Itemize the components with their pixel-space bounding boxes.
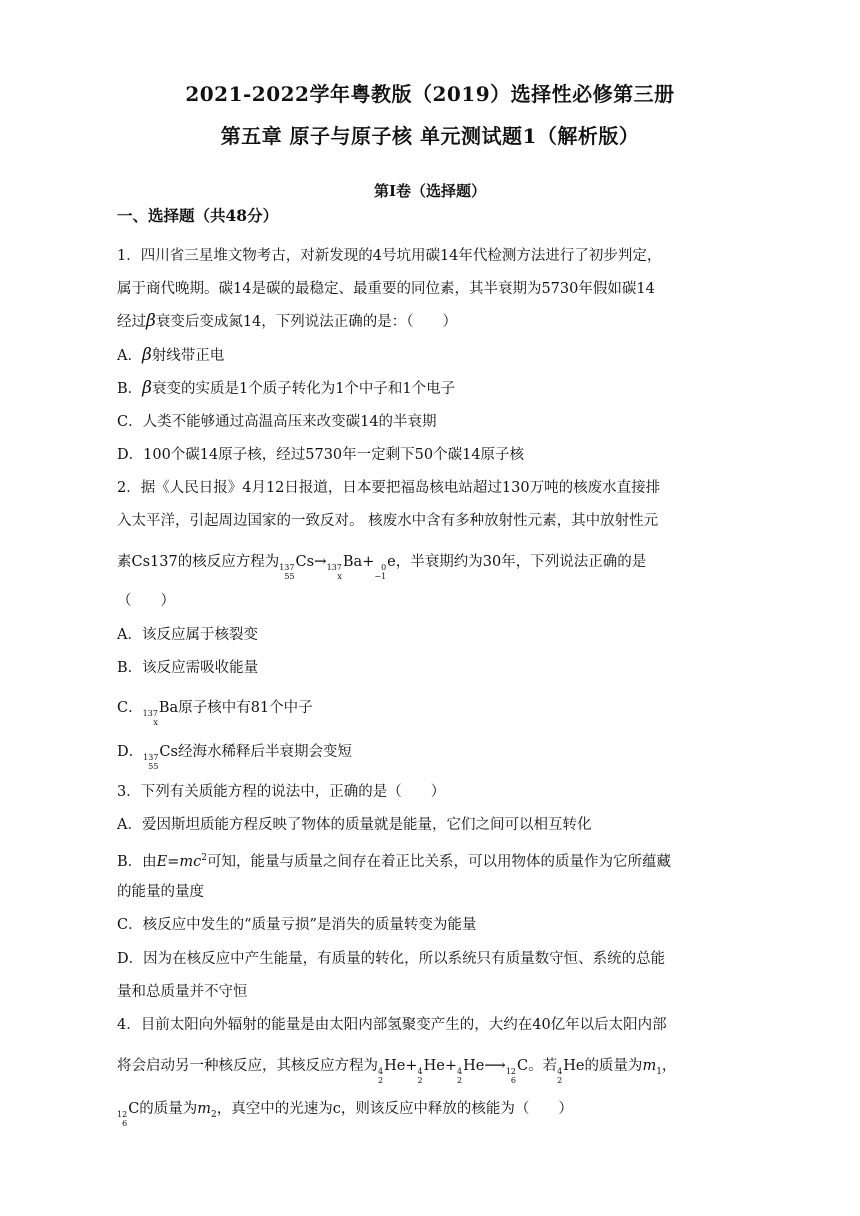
helium-nuclide: 4 2 He xyxy=(456,1058,485,1085)
q1-option-a-label: A． xyxy=(117,348,142,364)
plus-sign: + xyxy=(362,554,375,570)
volume-heading: 第Ⅰ卷（选择题） xyxy=(373,182,487,200)
electron-symbol: 0 −1 e xyxy=(374,554,396,581)
q4-line-3 xyxy=(117,1098,747,1128)
q1-line-3 xyxy=(117,310,747,333)
q3-option-b-line-2: 的能量的量度 xyxy=(117,884,204,900)
q1-option-b-label: B． xyxy=(117,381,143,397)
q2-option-d-text: Cs经海水稀释后半衰期会变短 xyxy=(159,744,352,760)
beta-symbol: β xyxy=(146,311,156,331)
document-subtitle: 第五章 原子与原子核 单元测试题1（解析版） xyxy=(220,124,640,148)
q3-option-d-line-2: 量和总质量并不守恒 xyxy=(117,984,248,1000)
q3-option-a: A．爱因斯坦质能方程反映了物体的质量就是能量，它们之间可以相互转化 xyxy=(117,817,592,833)
q2-line-3 xyxy=(117,550,747,581)
exponent: 2 xyxy=(201,853,207,863)
q3-option-d-line-1: D．因为在核反应中产生能量，有质量的转化，所以系统只有质量数守恒、系统的总能 xyxy=(117,951,666,967)
q2-option-d xyxy=(117,741,747,771)
section-heading: 一、选择题（共48分） xyxy=(117,206,279,225)
q1-option-c: C．人类不能够通过高温高压来改变碳14的半衰期 xyxy=(117,414,437,430)
q1-line-3-b: 衰变后变成氮14，下列说法正确的是：（ ） xyxy=(155,314,458,330)
q1-line-2: 属于商代晚期。碳14是碳的最稳定、最重要的同位素，其半衰期为5730年假如碳14 xyxy=(117,281,655,297)
q2-line-3-a: 素Cs137的核反应方程为 xyxy=(117,554,280,570)
helium-nuclide: 4 2 He xyxy=(557,1058,585,1085)
q1-option-a-text: 射线带正电 xyxy=(151,348,225,364)
document-title: 2021-2022学年粤教版（2019）选择性必修第三册 xyxy=(185,82,675,106)
q4-line-2-b: 。若 xyxy=(528,1058,558,1074)
q2-line-1: 2．据《人民日报》4月12日报道，日本要把福岛核电站超过130万吨的核废水直接排 xyxy=(117,480,661,496)
q3-option-b xyxy=(117,847,747,873)
q3-option-b-label: B．由 xyxy=(117,853,157,870)
q1-line-3-a: 经过 xyxy=(117,314,146,330)
ba137-nuclide: 137 x Ba xyxy=(326,554,363,581)
q2-option-b: B．该反应需吸收能量 xyxy=(117,660,259,676)
q4-line-3-b: ，真空中的光速为c，则该反应中释放的核能为（ ） xyxy=(216,1101,573,1117)
carbon-nuclide: 12 6 C xyxy=(117,1101,140,1128)
q2-option-c-text: Ba原子核中有81个中子 xyxy=(158,700,313,716)
q2-line-3-b: ，半衰期约为30年，下列说法正确的是 xyxy=(395,554,647,570)
q1-line-1: 1．四川省三星堆文物考古，对新发现的4号坑用碳14年代检测方法进行了初步判定， xyxy=(117,248,662,264)
carbon-nuclide: 12 6 C xyxy=(505,1058,529,1085)
q2-option-c-label: C． xyxy=(117,700,143,716)
q2-line-4: （ ） xyxy=(117,593,175,609)
mass-energy-equation: E=mc xyxy=(156,853,202,870)
mass-m1: m xyxy=(642,1058,657,1074)
mass-m2-subscript: 2 xyxy=(211,1109,217,1120)
beta-symbol: β xyxy=(141,345,152,365)
reaction-arrow: → xyxy=(314,552,327,570)
q1-option-b xyxy=(117,377,747,400)
plus-sign: + xyxy=(444,1058,457,1074)
q2-option-a: A．该反应属于核裂变 xyxy=(117,627,258,643)
cs137-nuclide: 137 55 xyxy=(143,753,159,771)
q4-line-2-a: 将会启动另一种核反应，其核反应方程为 xyxy=(117,1058,378,1074)
q2-option-d-label: D． xyxy=(117,744,144,760)
plus-sign: + xyxy=(405,1058,418,1074)
mass-m2: m xyxy=(197,1101,212,1117)
q3-option-b-text: 可知，能量与质量之间存在着正比关系，可以用物体的质量作为它所蕴藏 xyxy=(207,853,671,870)
q1-option-b-text: 衰变的实质是1个质子转化为1个中子和1个电子 xyxy=(151,381,456,397)
q1-option-a xyxy=(117,344,747,367)
reaction-arrow: ⟶ xyxy=(484,1056,506,1074)
ba137-nuclide: 137 x xyxy=(142,709,158,727)
q3-option-c: C．核反应中发生的“质量亏损”是消失的质量转变为能量 xyxy=(117,917,477,933)
mass-m1-subscript: 1 xyxy=(656,1066,662,1077)
q1-option-d: D．100个碳14原子核，经过5730年一定剩下50个碳14原子核 xyxy=(117,447,525,463)
q4-line-3-a: 的质量为 xyxy=(139,1101,198,1117)
q2-option-c xyxy=(117,697,747,727)
q4-line-2: 将会启动另一种核反应，其核反应方程为 4 2 He+ 4 2 He+ 4 2 He⟶ 12 6 C。若 4 2 He的质量为$m_1$， xyxy=(117,1056,677,1085)
helium-nuclide: 4 2 He xyxy=(378,1058,406,1085)
helium-nuclide: 4 2 He xyxy=(417,1058,445,1085)
q2-line-2: 入太平洋，引起周边国家的一致反对。 核废水中含有多种放射性元素，其中放射性元 xyxy=(117,513,659,529)
q4-line-2-c: 的质量为 xyxy=(584,1058,643,1074)
q4-line-1: 4．目前太阳向外辐射的能量是由太阳内部氢聚变产生的，大约在40亿年以后太阳内部 xyxy=(117,1017,667,1033)
beta-symbol: β xyxy=(142,378,152,398)
cs137-nuclide: 137 55 Cs xyxy=(279,554,315,581)
q3-line-1: 3．下列有关质能方程的说法中，正确的是（ ） xyxy=(117,784,446,800)
